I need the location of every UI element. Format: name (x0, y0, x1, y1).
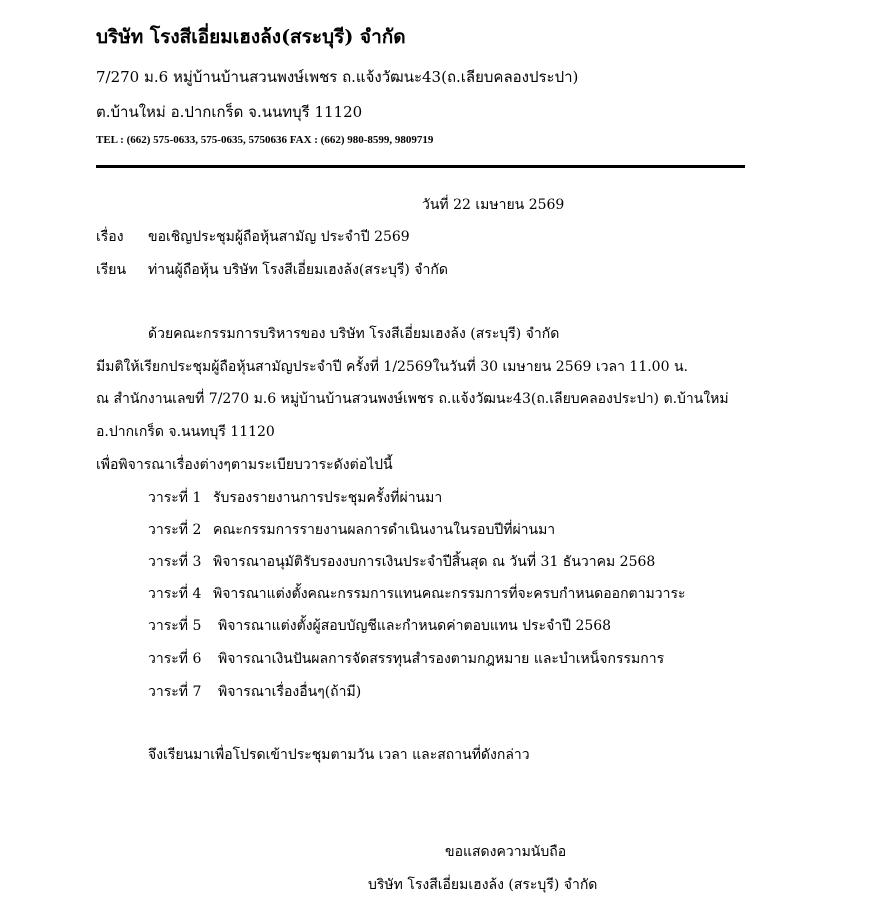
signoff-company: บริษัท โรงสีเอี่ยมเฮงล้ง (สระบุรี) จำกัด (368, 877, 598, 893)
recipient-value: ท่านผู้ถือหุ้น บริษัท โรงสีเอี่ยมเฮงล้ง(สระบุรี) จำกัด (148, 262, 448, 278)
agenda-number: วาระที่ 7 (148, 684, 202, 700)
agenda-item: รับรองรายงานการประชุมครั้งที่ผ่านมา (213, 490, 443, 506)
address-line-1: 7/270 ม.6 หมู่บ้านบ้านสวนพงษ์เพชร ถ.แจ้งวัฒนะ43(ถ.เลียบคลองประปา) (96, 68, 579, 86)
body-line: ณ สำนักงานเลขที่ 7/270 ม.6 หมู่บ้านบ้านสวนพงษ์เพชร ถ.แจ้งวัฒนะ43(ถ.เลียบคลองประปา) ต.บ้านใหม่ (96, 391, 729, 407)
closing-request: จึงเรียนมาเพื่อโปรดเข้าประชุมตามวัน เวลา และสถานที่ดังกล่าว (148, 747, 530, 763)
agenda-number: วาระที่ 2 (148, 522, 202, 538)
agenda-item: พิจารณาแต่งตั้งผู้สอบบัญชีและกำหนดค่าตอบแทน ประจำปี 2568 (218, 618, 612, 634)
recipient-label: เรียน (96, 262, 127, 278)
agenda-item: คณะกรรมการรายงานผลการดำเนินงานในรอบปีที่ผ่านมา (213, 522, 556, 538)
agenda-item: พิจารณาอนุมัติรับรองงบการเงินประจำปีสิ้นสุด ณ วันที่ 31 ธันวาคม 2568 (213, 554, 656, 570)
address-line-2: ต.บ้านใหม่ อ.ปากเกร็ด จ.นนทบุรี 11120 (96, 103, 363, 121)
subject-value: ขอเชิญประชุมผู้ถือหุ้นสามัญ ประจำปี 2569 (148, 229, 410, 245)
subject-label: เรื่อง (96, 229, 124, 245)
agenda-item: พิจารณาเงินปันผลการจัดสรรทุนสำรองตามกฎหมาย และบำเหน็จกรรมการ (218, 651, 665, 667)
agenda-number: วาระที่ 4 (148, 586, 202, 602)
company-name: บริษัท โรงสีเอี่ยมเฮงล้ง(สระบุรี) จำกัด (96, 26, 406, 48)
agenda-number: วาระที่ 1 (148, 490, 202, 506)
date-line: วันที่ 22 เมษายน 2569 (422, 197, 565, 213)
agenda-item: พิจารณาแต่งตั้งคณะกรรมการแทนคณะกรรมการที่จะครบกำหนดออกตามวาระ (213, 586, 686, 602)
body-line: มีมติให้เรียกประชุมผู้ถือหุ้นสามัญประจำปี ครั้งที่ 1/2569ในวันที่ 30 เมษายน 2569 เวลา 11.00 น. (96, 359, 688, 375)
agenda-item: พิจารณาเรื่องอื่นๆ(ถ้ามี) (218, 684, 362, 700)
contact-line: TEL : (662) 575-0633, 575-0635, 5750636 FAX : (662) 980-8599, 9809719 (96, 134, 434, 146)
agenda-number: วาระที่ 6 (148, 651, 202, 667)
body-line: อ.ปากเกร็ด จ.นนทบุรี 11120 (96, 424, 275, 440)
agenda-number: วาระที่ 3 (148, 554, 202, 570)
agenda-number: วาระที่ 5 (148, 618, 202, 634)
body-line: เพื่อพิจารณาเรื่องต่างๆตามระเบียบวาระดังต่อไปนี้ (96, 457, 393, 473)
header-divider (96, 165, 745, 168)
signoff-regards: ขอแสดงความนับถือ (445, 844, 567, 860)
body-line: ด้วยคณะกรรมการบริหารของ บริษัท โรงสีเอี่ยมเฮงล้ง (สระบุรี) จำกัด (148, 326, 560, 342)
